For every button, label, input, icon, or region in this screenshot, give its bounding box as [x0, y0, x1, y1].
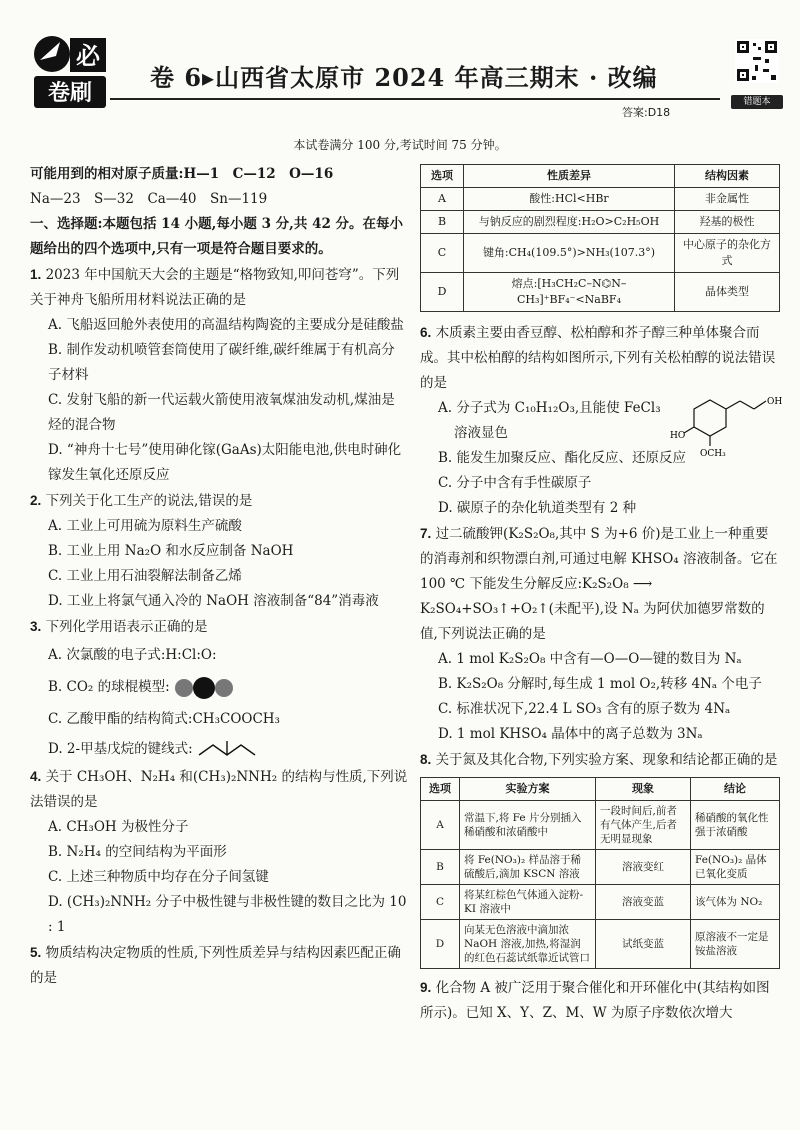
q4-option-a[interactable]: A. CH₃OH 为极性分子 — [48, 819, 189, 835]
table-row[interactable] — [421, 188, 780, 211]
q8-header-cell: 结论 — [691, 778, 780, 801]
q6-option-a-cont: 溶液显色 — [454, 425, 508, 441]
question-8 — [420, 747, 780, 969]
q3-option-d[interactable] — [30, 734, 408, 764]
table-row[interactable] — [421, 801, 780, 850]
table-cell: 稀硝酸的氧化性强于浓硝酸 — [691, 801, 780, 850]
q8-stem: 关于氮及其化合物,下列实验方案、现象和结论都正确的是 — [435, 752, 778, 768]
q3-option-b[interactable] — [30, 670, 408, 704]
q1-option-a[interactable]: A. 飞船返回舱外表使用的高温结构陶瓷的主要成分是硅酸盐 — [48, 317, 404, 333]
table-cell: C — [421, 234, 464, 273]
table-cell: A — [421, 188, 464, 211]
q5-stem: 物质结构决定物质的性质,下列性质差异与结构因素匹配正确的是 — [30, 945, 401, 986]
table-cell: 该气体为 NO₂ — [691, 885, 780, 920]
q5-number: 5. — [30, 945, 42, 960]
qr-label: 错题本 — [731, 95, 783, 109]
q7-stem: 过二硫酸钾(K₂S₂O₈,其中 S 为+6 价)是工业上一种重要的消毒剂和织物漂白剂,可通过电解 KHSO₄ 溶液制备。它在 100 ℃ 下能发生分解反应:K₂S₂O₈ ⟶ K₂SO₄+SO₃↑+O₂↑(未配平),设 Nₐ 为阿伏加德罗常数的值,下列说法正确的是 — [420, 526, 778, 642]
qr-code-icon[interactable] — [735, 30, 779, 92]
q6-option-d[interactable]: D. 碳原子的杂化轨道类型有 2 种 — [438, 500, 637, 516]
table-cell: 溶液变红 — [596, 850, 691, 885]
table-row[interactable] — [421, 850, 780, 885]
skeletal-formula — [197, 739, 267, 761]
table-row[interactable] — [421, 273, 780, 312]
question-9 — [420, 975, 780, 1026]
q5-table-header — [421, 165, 780, 188]
section-heading: 一、选择题:本题包括 14 小题,每小题 3 分,共 42 分。在每小题给出的四个选项中,只有一项是符合题目要求的。 — [30, 216, 404, 257]
q8-table — [420, 777, 780, 969]
table-cell: 向某无色溶液中滴加浓 NaOH 溶液,加热,将湿润的红色石蕊试纸靠近试管口 — [460, 920, 596, 969]
table-row[interactable] — [421, 920, 780, 969]
q3-option-c[interactable]: C. 乙酸甲酯的结构简式:CH₃COOCH₃ — [48, 711, 280, 727]
q9-number: 9. — [420, 980, 432, 995]
table-cell: B — [421, 850, 460, 885]
atomic-mass-line2: Na—23 S—32 Ca—40 Sn—119 — [30, 191, 268, 207]
page-title: 卷 6▸山西省太原市 2024 年高三期末 · 改编 — [150, 63, 658, 92]
table-cell: 中心原子的杂化方式 — [675, 234, 780, 273]
table-cell: 酸性:HCl<HBr — [464, 188, 675, 211]
table-cell: 将 Fe(NO₃)₂ 样品溶于稀硫酸后,滴加 KSCN 溶液 — [460, 850, 596, 885]
q7-option-c[interactable]: C. 标准状况下,22.4 L SO₃ 含有的原子数为 4Nₐ — [438, 701, 731, 717]
q1-number: 1. — [30, 267, 42, 282]
question-2 — [30, 488, 408, 614]
table-cell: 晶体类型 — [675, 273, 780, 312]
table-cell: 原溶液不一定是铵盐溶液 — [691, 920, 780, 969]
q6-option-c[interactable]: C. 分子中含有手性碳原子 — [438, 475, 592, 491]
q6-stem: 木质素主要由香豆醇、松柏醇和芥子醇三种单体聚合而成。其中松柏醇的结构如图所示,下列有关松柏醇的说法错误的是 — [420, 325, 776, 391]
label-ho: HO — [670, 431, 686, 441]
q7-option-b[interactable]: B. K₂S₂O₈ 分解时,每生成 1 mol O₂,转移 4Nₐ 个电子 — [438, 676, 762, 692]
q8-number: 8. — [420, 752, 432, 767]
q5-header-cell: 选项 — [421, 165, 464, 188]
q4-option-c[interactable]: C. 上述三种物质中均存在分子间氢键 — [48, 869, 269, 885]
table-cell: 键角:CH₄(109.5°)>NH₃(107.3°) — [464, 234, 675, 273]
question-6 — [420, 320, 783, 521]
q5-table — [420, 164, 780, 312]
q2-option-d[interactable]: D. 工业上将氯气通入冷的 NaOH 溶液制备“84”消毒液 — [48, 593, 379, 609]
q2-option-c[interactable]: C. 工业上用石油裂解法制备乙烯 — [48, 568, 242, 584]
table-cell: 一段时间后,前者有气体产生,后者无明显现象 — [596, 801, 691, 850]
q6-number: 6. — [420, 325, 432, 340]
left-column — [30, 162, 408, 991]
table-cell: 溶液变蓝 — [596, 885, 691, 920]
table-cell: D — [421, 920, 460, 969]
q3-option-a[interactable]: A. 次氯酸的电子式:H:Cl:O: — [48, 647, 217, 663]
q7-option-a[interactable]: A. 1 mol K₂S₂O₈ 中含有—O—O—键的数目为 Nₐ — [438, 651, 742, 667]
q8-header-cell: 选项 — [421, 778, 460, 801]
q8-table-header — [421, 778, 780, 801]
table-row[interactable] — [421, 885, 780, 920]
coniferyl-alcohol-structure — [670, 388, 783, 459]
table-cell: 试纸变蓝 — [596, 920, 691, 969]
svg-text:卷刷: 卷刷 — [47, 81, 93, 106]
q2-stem: 下列关于化工生产的说法,错误的是 — [45, 493, 253, 509]
question-4 — [30, 764, 408, 940]
table-row[interactable] — [421, 234, 780, 273]
question-1 — [30, 262, 408, 488]
table-cell: 羟基的极性 — [675, 211, 780, 234]
q7-number: 7. — [420, 526, 432, 541]
question-5 — [30, 940, 408, 991]
q4-number: 4. — [30, 769, 42, 784]
q3-option-b-text: B. CO₂ 的球棍模型: — [48, 679, 170, 695]
co2-ball-stick-model — [174, 676, 234, 700]
table-cell: 常温下,将 Fe 片分别插入稀硝酸和浓硝酸中 — [460, 801, 596, 850]
table-cell: 熔点:[H₃CH₂C–N⌬N–CH₃]⁺BF₄⁻<NaBF₄ — [464, 273, 675, 312]
q3-number: 3. — [30, 619, 42, 634]
table-cell: B — [421, 211, 464, 234]
q1-option-b[interactable]: B. 制作发动机喷管套筒使用了碳纤维,碳纤维属于有机高分子材料 — [48, 342, 395, 383]
q8-header-cell: 现象 — [596, 778, 691, 801]
table-row[interactable] — [421, 211, 780, 234]
table-cell: Fe(NO₃)₂ 晶体已氧化变质 — [691, 850, 780, 885]
q3-option-d-text: D. 2-甲基戊烷的键线式: — [48, 741, 193, 757]
table-cell: C — [421, 885, 460, 920]
table-cell: D — [421, 273, 464, 312]
q2-option-a[interactable]: A. 工业上可用硫为原料生产硫酸 — [48, 518, 242, 534]
q5-header-cell: 结构因素 — [675, 165, 780, 188]
table-cell: 非金属性 — [675, 188, 780, 211]
q5-header-cell: 性质差异 — [464, 165, 675, 188]
svg-text:必: 必 — [76, 42, 100, 70]
q3-stem: 下列化学用语表示正确的是 — [45, 619, 208, 635]
question-3 — [30, 614, 408, 764]
q1-stem: 2023 年中国航天大会的主题是“格物致知,叩问苍穹”。下列关于神舟飞船所用材料说法正确的是 — [30, 267, 400, 308]
q8-header-cell: 实验方案 — [460, 778, 596, 801]
q4-stem: 关于 CH₃OH、N₂H₄ 和(CH₃)₂NNH₂ 的结构与性质,下列说法错误的是 — [30, 769, 408, 810]
q1-option-c[interactable]: C. 发射飞船的新一代运载火箭使用液氧煤油发动机,煤油是烃的混合物 — [48, 392, 395, 433]
answer-code: 答案:D18 — [622, 106, 671, 119]
q7-option-d[interactable]: D. 1 mol KHSO₄ 晶体中的离子总数为 3Nₐ — [438, 726, 703, 742]
label-oh: OH — [767, 397, 783, 407]
label-och3: OCH₃ — [700, 449, 726, 459]
q9-stem: 化合物 A 被广泛用于聚合催化和开环催化中(其结构如图所示)。已知 X、Y、Z、M、W 为原子序数依次增大 — [420, 980, 770, 1021]
q6-option-a[interactable]: A. 分子式为 C₁₀H₁₂O₃,且能使 FeCl₃ — [438, 400, 661, 416]
q2-number: 2. — [30, 493, 42, 508]
q1-option-d[interactable]: D. “神舟十七号”使用砷化镓(GaAs)太阳能电池,供电时砷化镓发生氧化还原反应 — [48, 442, 402, 483]
question-7 — [420, 521, 780, 747]
table-cell: 与钠反应的剧烈程度:H₂O>C₂H₅OH — [464, 211, 675, 234]
table-cell: A — [421, 801, 460, 850]
table-cell: 将某红棕色气体通入淀粉-KI 溶液中 — [460, 885, 596, 920]
q4-option-b[interactable]: B. N₂H₄ 的空间结构为平面形 — [48, 844, 227, 860]
exam-intro: 本试卷满分 100 分,考试时间 75 分钟。 — [293, 138, 507, 152]
atomic-mass-line1: 可能用到的相对原子质量:H—1 C—12 O—16 — [30, 166, 334, 182]
page-header — [0, 0, 800, 130]
q6-option-b[interactable]: B. 能发生加聚反应、酯化反应、还原反应 — [438, 450, 687, 466]
q4-option-d[interactable]: D. (CH₃)₂NNH₂ 分子中极性键与非极性键的数目之比为 10 : 1 — [48, 894, 407, 935]
right-column — [420, 164, 783, 1026]
q2-option-b[interactable]: B. 工业上用 Na₂O 和水反应制备 NaOH — [48, 543, 294, 559]
brand-logo — [30, 32, 110, 112]
